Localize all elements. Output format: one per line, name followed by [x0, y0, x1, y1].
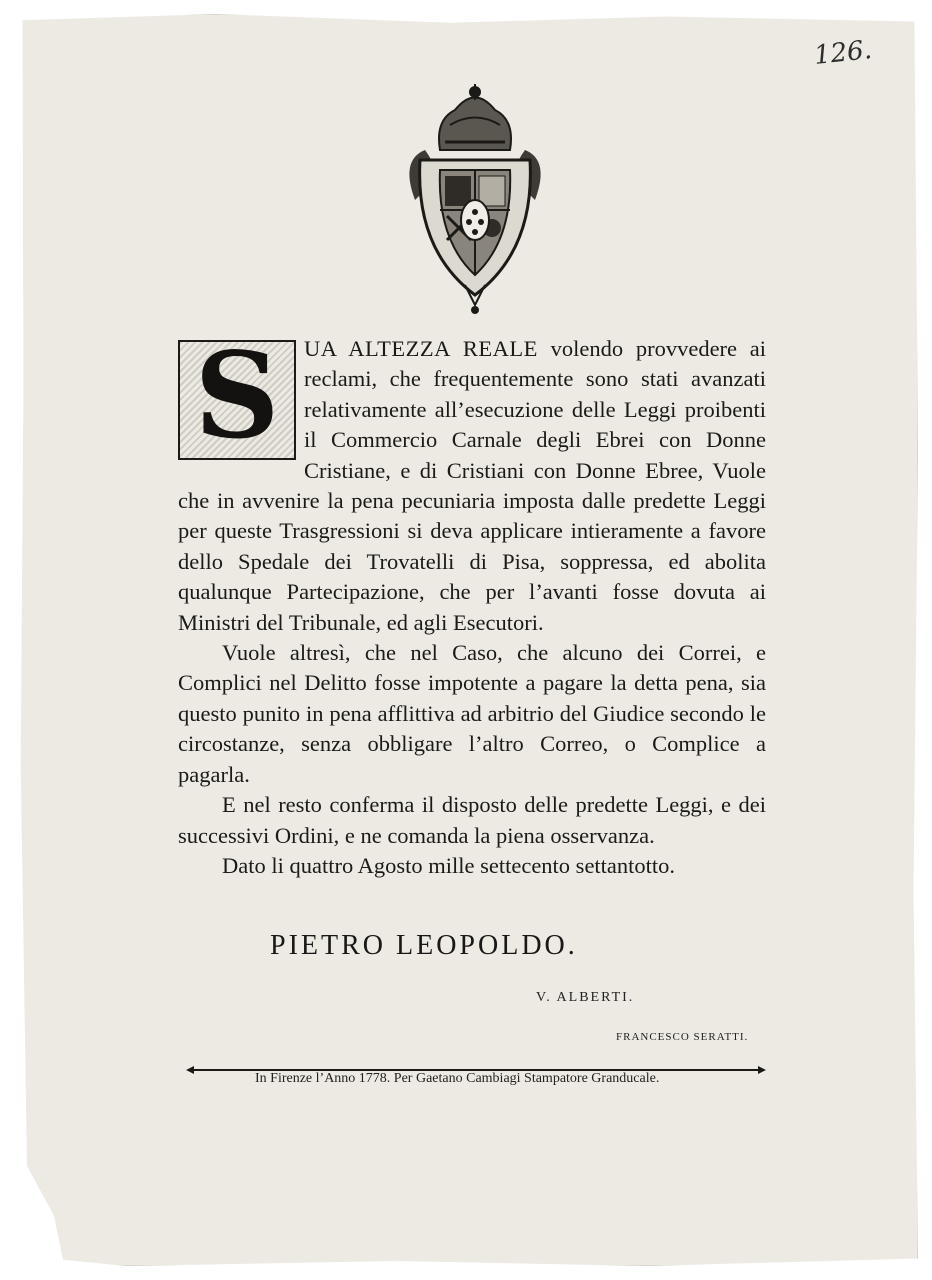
decorated-initial [178, 326, 296, 465]
countersignature-seratti: FRANCESCO SERATTI. [616, 1031, 749, 1043]
paragraph-2: Vuole altresì, che nel Caso, che alcuno dei Correi, e Complici nel Delitto fosse impotente a pagare la detta pena, sia questo punito in pena afflittiva ad arbitrio del Giudice secondo le circostanze, senza obbligare l’altro Correo, o Complice a pagarla. [178, 640, 766, 787]
printer-imprint: In Firenze l’Anno 1778. Per Gaetano Cambiagi Stampatore Granducale. [255, 1071, 660, 1086]
drop-cap-letter: S [194, 326, 280, 465]
paragraph-3: E nel resto conferma il disposto delle predette Leggi, e dei successivi Ordini, e ne comanda la piena osservanza. [178, 792, 766, 848]
countersignature-alberti: V. ALBERTI. [536, 990, 635, 1005]
coat-of-arms-icon [395, 80, 555, 320]
archive-number: 126. [812, 35, 874, 71]
sovereign-signature: PIETRO LEOPOLDO. [270, 930, 578, 961]
opening-caps: UA ALTEZZA REALE [304, 336, 538, 361]
date-line: Dato li quattro Agosto mille settecento settantotto. [222, 852, 676, 878]
decree-text [178, 326, 767, 881]
paragraph-1-body: volendo provvedere ai reclami, che frequentemente sono stati avanzati relativamente all’esecuzione delle Leggi proibenti il Commercio Carnale degli Ebrei con Donne Cristiane, e di Cristiani con Donne Ebree, Vuole che in avvenire la pena pecuniaria imposta dalle predette Leggi per queste Trasgressioni si deva applicare intieramente a favore dello Spedale dei Trovatelli di Pisa, soppressa, ed abolita qualunque Partecipazione, che per l’avanti fosse dovuta ai Ministri del Tribunale, ed agli Esecutori. [178, 336, 767, 635]
